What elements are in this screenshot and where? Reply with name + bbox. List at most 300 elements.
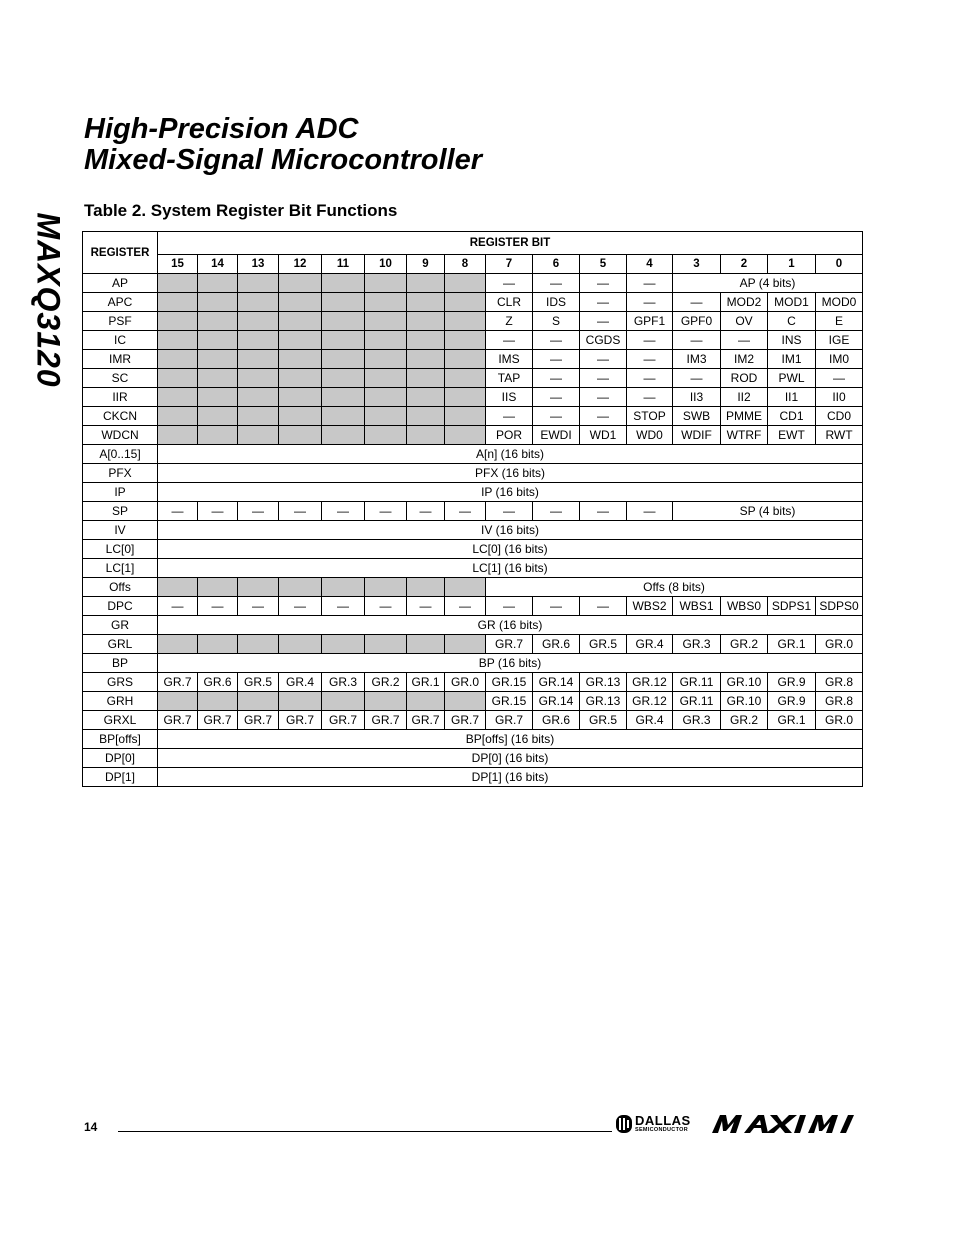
side-title-text: MAXQ3120 bbox=[30, 212, 67, 388]
bit-cell: GR.9 bbox=[768, 692, 816, 711]
unused-bit-cell bbox=[365, 426, 407, 445]
bit-cell: RWT bbox=[816, 426, 863, 445]
unused-bit-cell bbox=[407, 350, 445, 369]
unused-bit-cell bbox=[238, 388, 279, 407]
bit-cell: GR.14 bbox=[533, 692, 580, 711]
bit-cell: GR.1 bbox=[768, 635, 816, 654]
unused-bit-cell bbox=[158, 692, 198, 711]
bit-cell: WD1 bbox=[580, 426, 627, 445]
bit-cell: IM1 bbox=[768, 350, 816, 369]
bit-cell: GR.15 bbox=[486, 692, 533, 711]
unused-bit-cell bbox=[198, 692, 238, 711]
bit-cell: GR.14 bbox=[533, 673, 580, 692]
unused-bit-cell bbox=[407, 407, 445, 426]
bit-cell: II3 bbox=[673, 388, 721, 407]
bit-cell: MOD2 bbox=[721, 293, 768, 312]
bit-header-13: 13 bbox=[238, 255, 279, 274]
bit-cell: CD0 bbox=[816, 407, 863, 426]
side-title bbox=[28, 200, 68, 400]
bit-cell: GR.15 bbox=[486, 673, 533, 692]
bit-cell: — bbox=[486, 331, 533, 350]
register-name-cell: GRS bbox=[83, 673, 158, 692]
register-name-cell: IC bbox=[83, 331, 158, 350]
unused-bit-cell bbox=[407, 293, 445, 312]
table-row bbox=[83, 521, 863, 540]
table-row bbox=[83, 293, 863, 312]
bit-cell: GR.4 bbox=[627, 711, 673, 730]
bit-cell: — bbox=[322, 597, 365, 616]
bit-cell: GR.7 bbox=[445, 711, 486, 730]
bit-field-cell: GR (16 bits) bbox=[158, 616, 863, 635]
unused-bit-cell bbox=[158, 407, 198, 426]
register-name-cell: Offs bbox=[83, 578, 158, 597]
table-row bbox=[83, 502, 863, 521]
unused-bit-cell bbox=[407, 312, 445, 331]
table-body bbox=[83, 274, 863, 787]
table-title: Table 2. System Register Bit Functions bbox=[84, 201, 398, 220]
bit-cell: — bbox=[580, 350, 627, 369]
bit-cell: GR.11 bbox=[673, 692, 721, 711]
table-row bbox=[83, 635, 863, 654]
bit-cell: — bbox=[580, 293, 627, 312]
unused-bit-cell bbox=[407, 578, 445, 597]
bit-cell: II0 bbox=[816, 388, 863, 407]
bit-header-10: 10 bbox=[365, 255, 407, 274]
register-name-cell: BP bbox=[83, 654, 158, 673]
bit-cell: GR.4 bbox=[279, 673, 322, 692]
unused-bit-cell bbox=[322, 350, 365, 369]
register-name-cell: LC[0] bbox=[83, 540, 158, 559]
bit-cell: — bbox=[445, 502, 486, 521]
bit-cell: GR.7 bbox=[158, 711, 198, 730]
unused-bit-cell bbox=[198, 407, 238, 426]
bit-field-cell: IP (16 bits) bbox=[158, 483, 863, 502]
bit-cell: — bbox=[407, 597, 445, 616]
unused-bit-cell bbox=[198, 578, 238, 597]
bit-cell: C bbox=[768, 312, 816, 331]
bit-cell: GR.0 bbox=[816, 711, 863, 730]
bit-cell: GR.7 bbox=[198, 711, 238, 730]
maxim-wordmark-icon bbox=[708, 1113, 860, 1135]
bit-cell: ROD bbox=[721, 369, 768, 388]
bit-cell: GR.2 bbox=[721, 635, 768, 654]
bit-cell: SDPS0 bbox=[816, 597, 863, 616]
bit-cell: GR.12 bbox=[627, 692, 673, 711]
bit-cell: GR.8 bbox=[816, 692, 863, 711]
table-row bbox=[83, 331, 863, 350]
bit-cell: GPF1 bbox=[627, 312, 673, 331]
unused-bit-cell bbox=[279, 692, 322, 711]
register-name-cell: SC bbox=[83, 369, 158, 388]
bit-cell: GR.7 bbox=[322, 711, 365, 730]
bit-cell: IM3 bbox=[673, 350, 721, 369]
unused-bit-cell bbox=[279, 369, 322, 388]
bit-cell: — bbox=[673, 331, 721, 350]
bit-cell: — bbox=[627, 274, 673, 293]
bit-cell: GR.8 bbox=[816, 673, 863, 692]
unused-bit-cell bbox=[322, 578, 365, 597]
bit-field-cell: SP (4 bits) bbox=[673, 502, 863, 521]
unused-bit-cell bbox=[322, 293, 365, 312]
bit-cell: — bbox=[580, 312, 627, 331]
unused-bit-cell bbox=[238, 692, 279, 711]
unused-bit-cell bbox=[322, 407, 365, 426]
unused-bit-cell bbox=[445, 369, 486, 388]
unused-bit-cell bbox=[198, 388, 238, 407]
table-row bbox=[83, 388, 863, 407]
bit-cell: GR.3 bbox=[322, 673, 365, 692]
bit-cell: STOP bbox=[627, 407, 673, 426]
unused-bit-cell bbox=[322, 274, 365, 293]
bit-field-cell: DP[0] (16 bits) bbox=[158, 749, 863, 768]
bit-cell: — bbox=[533, 407, 580, 426]
table-row bbox=[83, 673, 863, 692]
bit-cell: — bbox=[365, 597, 407, 616]
unused-bit-cell bbox=[445, 578, 486, 597]
bit-cell: — bbox=[198, 597, 238, 616]
unused-bit-cell bbox=[198, 350, 238, 369]
bit-cell: E bbox=[816, 312, 863, 331]
table-row bbox=[83, 464, 863, 483]
unused-bit-cell bbox=[158, 578, 198, 597]
unused-bit-cell bbox=[238, 426, 279, 445]
unused-bit-cell bbox=[238, 578, 279, 597]
bit-header-5: 5 bbox=[580, 255, 627, 274]
bit-cell: GR.0 bbox=[816, 635, 863, 654]
bit-cell: GR.9 bbox=[768, 673, 816, 692]
bit-cell: GR.13 bbox=[580, 673, 627, 692]
unused-bit-cell bbox=[445, 407, 486, 426]
unused-bit-cell bbox=[198, 331, 238, 350]
register-name-cell: WDCN bbox=[83, 426, 158, 445]
unused-bit-cell bbox=[238, 635, 279, 654]
bit-cell: WBS1 bbox=[673, 597, 721, 616]
bit-cell: IIS bbox=[486, 388, 533, 407]
unused-bit-cell bbox=[238, 331, 279, 350]
bit-cell: IGE bbox=[816, 331, 863, 350]
table-row bbox=[83, 312, 863, 331]
bit-cell: GR.7 bbox=[365, 711, 407, 730]
bit-field-cell: LC[0] (16 bits) bbox=[158, 540, 863, 559]
unused-bit-cell bbox=[322, 388, 365, 407]
unused-bit-cell bbox=[322, 331, 365, 350]
register-name-cell: BP[offs] bbox=[83, 730, 158, 749]
unused-bit-cell bbox=[279, 331, 322, 350]
unused-bit-cell bbox=[322, 312, 365, 331]
table-row bbox=[83, 540, 863, 559]
table-row bbox=[83, 616, 863, 635]
table-header bbox=[83, 232, 863, 274]
bit-cell: GR.11 bbox=[673, 673, 721, 692]
bit-cell: GR.6 bbox=[533, 635, 580, 654]
bit-cell: GR.1 bbox=[768, 711, 816, 730]
register-name-cell: PSF bbox=[83, 312, 158, 331]
unused-bit-cell bbox=[198, 426, 238, 445]
bit-cell: MOD0 bbox=[816, 293, 863, 312]
unused-bit-cell bbox=[365, 388, 407, 407]
unused-bit-cell bbox=[445, 350, 486, 369]
register-name-cell: SP bbox=[83, 502, 158, 521]
system-register-table bbox=[82, 231, 863, 787]
bit-cell: GR.7 bbox=[486, 635, 533, 654]
bit-field-cell: DP[1] (16 bits) bbox=[158, 768, 863, 787]
bit-cell: GR.3 bbox=[673, 635, 721, 654]
unused-bit-cell bbox=[365, 369, 407, 388]
bit-cell: — bbox=[580, 274, 627, 293]
bit-cell: Z bbox=[486, 312, 533, 331]
bit-cell: GR.7 bbox=[486, 711, 533, 730]
unused-bit-cell bbox=[158, 635, 198, 654]
bit-cell: — bbox=[627, 388, 673, 407]
bit-cell: GR.7 bbox=[238, 711, 279, 730]
table-row bbox=[83, 730, 863, 749]
unused-bit-cell bbox=[158, 312, 198, 331]
unused-bit-cell bbox=[445, 293, 486, 312]
bit-cell: — bbox=[627, 502, 673, 521]
bit-header-1: 1 bbox=[768, 255, 816, 274]
unused-bit-cell bbox=[198, 369, 238, 388]
bit-header-2: 2 bbox=[721, 255, 768, 274]
table-row bbox=[83, 274, 863, 293]
register-name-cell: IMR bbox=[83, 350, 158, 369]
unused-bit-cell bbox=[198, 312, 238, 331]
table-row bbox=[83, 445, 863, 464]
register-name-cell: IIR bbox=[83, 388, 158, 407]
bit-field-cell: A[n] (16 bits) bbox=[158, 445, 863, 464]
bit-header-11: 11 bbox=[322, 255, 365, 274]
bit-cell: GR.4 bbox=[627, 635, 673, 654]
bit-cell: — bbox=[580, 597, 627, 616]
bit-header-8: 8 bbox=[445, 255, 486, 274]
document-title bbox=[84, 114, 482, 176]
unused-bit-cell bbox=[365, 274, 407, 293]
unused-bit-cell bbox=[238, 407, 279, 426]
table-row bbox=[83, 426, 863, 445]
bit-header-4: 4 bbox=[627, 255, 673, 274]
register-column-header: REGISTER bbox=[83, 232, 158, 274]
bit-cell: PMME bbox=[721, 407, 768, 426]
bit-cell: IMS bbox=[486, 350, 533, 369]
page-number: 14 bbox=[84, 1120, 98, 1134]
unused-bit-cell bbox=[322, 426, 365, 445]
unused-bit-cell bbox=[158, 388, 198, 407]
table-row bbox=[83, 578, 863, 597]
dallas-semiconductor-logo bbox=[616, 1113, 708, 1137]
unused-bit-cell bbox=[198, 293, 238, 312]
unused-bit-cell bbox=[238, 293, 279, 312]
bit-cell: MOD1 bbox=[768, 293, 816, 312]
register-name-cell: DPC bbox=[83, 597, 158, 616]
register-name-cell: CKCN bbox=[83, 407, 158, 426]
register-name-cell: IP bbox=[83, 483, 158, 502]
bit-cell: — bbox=[322, 502, 365, 521]
bit-cell: GR.0 bbox=[445, 673, 486, 692]
bit-cell: — bbox=[238, 597, 279, 616]
table-row bbox=[83, 350, 863, 369]
unused-bit-cell bbox=[407, 692, 445, 711]
register-name-cell: GRH bbox=[83, 692, 158, 711]
register-name-cell: GR bbox=[83, 616, 158, 635]
footer-rule bbox=[118, 1131, 612, 1132]
bit-field-cell: Offs (8 bits) bbox=[486, 578, 863, 597]
bit-cell: — bbox=[580, 388, 627, 407]
bit-field-cell: LC[1] (16 bits) bbox=[158, 559, 863, 578]
bit-cell: EWDI bbox=[533, 426, 580, 445]
unused-bit-cell bbox=[365, 635, 407, 654]
unused-bit-cell bbox=[279, 274, 322, 293]
unused-bit-cell bbox=[365, 692, 407, 711]
bit-cell: — bbox=[673, 369, 721, 388]
register-bit-header: REGISTER BIT bbox=[158, 232, 863, 255]
bit-cell: — bbox=[816, 369, 863, 388]
unused-bit-cell bbox=[238, 350, 279, 369]
bit-cell: GR.1 bbox=[407, 673, 445, 692]
bit-header-14: 14 bbox=[198, 255, 238, 274]
bit-cell: CD1 bbox=[768, 407, 816, 426]
unused-bit-cell bbox=[445, 635, 486, 654]
unused-bit-cell bbox=[279, 578, 322, 597]
bit-cell: WD0 bbox=[627, 426, 673, 445]
bit-field-cell: AP (4 bits) bbox=[673, 274, 863, 293]
bit-cell: CGDS bbox=[580, 331, 627, 350]
bit-cell: — bbox=[533, 350, 580, 369]
unused-bit-cell bbox=[445, 274, 486, 293]
bit-cell: — bbox=[627, 350, 673, 369]
bit-cell: PWL bbox=[768, 369, 816, 388]
dallas-submark: SEMICONDUCTOR bbox=[635, 1127, 688, 1133]
header-row-2 bbox=[83, 255, 863, 274]
bit-cell: EWT bbox=[768, 426, 816, 445]
bit-cell: WBS0 bbox=[721, 597, 768, 616]
unused-bit-cell bbox=[279, 293, 322, 312]
unused-bit-cell bbox=[158, 369, 198, 388]
unused-bit-cell bbox=[279, 635, 322, 654]
register-name-cell: PFX bbox=[83, 464, 158, 483]
unused-bit-cell bbox=[158, 426, 198, 445]
bit-cell: — bbox=[533, 369, 580, 388]
unused-bit-cell bbox=[365, 331, 407, 350]
unused-bit-cell bbox=[279, 407, 322, 426]
bit-cell: GR.7 bbox=[279, 711, 322, 730]
unused-bit-cell bbox=[407, 331, 445, 350]
header-row-1 bbox=[83, 232, 863, 255]
unused-bit-cell bbox=[279, 426, 322, 445]
bit-cell: CLR bbox=[486, 293, 533, 312]
unused-bit-cell bbox=[158, 293, 198, 312]
bit-cell: — bbox=[445, 597, 486, 616]
bit-cell: — bbox=[533, 331, 580, 350]
bit-cell: S bbox=[533, 312, 580, 331]
document-title-line-2: Mixed-Signal Microcontroller bbox=[84, 144, 482, 176]
dallas-wordmark: DALLAS bbox=[635, 1113, 691, 1128]
register-name-cell: A[0..15] bbox=[83, 445, 158, 464]
unused-bit-cell bbox=[445, 331, 486, 350]
table-row bbox=[83, 483, 863, 502]
bit-header-0: 0 bbox=[816, 255, 863, 274]
bit-cell: — bbox=[627, 293, 673, 312]
bit-cell: — bbox=[158, 502, 198, 521]
bit-cell: GR.3 bbox=[673, 711, 721, 730]
unused-bit-cell bbox=[158, 350, 198, 369]
table-row bbox=[83, 711, 863, 730]
bit-cell: GR.13 bbox=[580, 692, 627, 711]
bit-cell: GR.2 bbox=[365, 673, 407, 692]
bit-cell: — bbox=[486, 597, 533, 616]
unused-bit-cell bbox=[365, 293, 407, 312]
bit-cell: — bbox=[533, 597, 580, 616]
table-row bbox=[83, 749, 863, 768]
register-name-cell: GRL bbox=[83, 635, 158, 654]
bit-cell: — bbox=[580, 407, 627, 426]
bit-cell: GR.6 bbox=[198, 673, 238, 692]
register-name-cell: AP bbox=[83, 274, 158, 293]
bit-cell: — bbox=[627, 369, 673, 388]
register-name-cell: GRXL bbox=[83, 711, 158, 730]
bit-cell: SDPS1 bbox=[768, 597, 816, 616]
unused-bit-cell bbox=[322, 692, 365, 711]
dallas-mark-icon bbox=[616, 1115, 632, 1133]
bit-cell: IM0 bbox=[816, 350, 863, 369]
unused-bit-cell bbox=[279, 312, 322, 331]
bit-cell: — bbox=[365, 502, 407, 521]
table-row bbox=[83, 369, 863, 388]
bit-cell: GR.5 bbox=[238, 673, 279, 692]
bit-cell: GR.6 bbox=[533, 711, 580, 730]
bit-cell: — bbox=[486, 502, 533, 521]
bit-cell: WTRF bbox=[721, 426, 768, 445]
bit-cell: POR bbox=[486, 426, 533, 445]
bit-field-cell: BP[offs] (16 bits) bbox=[158, 730, 863, 749]
unused-bit-cell bbox=[238, 312, 279, 331]
bit-cell: II1 bbox=[768, 388, 816, 407]
bit-cell: GR.5 bbox=[580, 635, 627, 654]
bit-header-12: 12 bbox=[279, 255, 322, 274]
table-row bbox=[83, 597, 863, 616]
unused-bit-cell bbox=[445, 388, 486, 407]
unused-bit-cell bbox=[407, 635, 445, 654]
unused-bit-cell bbox=[445, 692, 486, 711]
document-title-line-1: High-Precision ADC bbox=[84, 113, 359, 145]
unused-bit-cell bbox=[407, 426, 445, 445]
table-row bbox=[83, 768, 863, 787]
bit-cell: — bbox=[279, 597, 322, 616]
bit-header-9: 9 bbox=[407, 255, 445, 274]
unused-bit-cell bbox=[279, 350, 322, 369]
bit-cell: — bbox=[533, 388, 580, 407]
table-row bbox=[83, 654, 863, 673]
register-name-cell: DP[1] bbox=[83, 768, 158, 787]
unused-bit-cell bbox=[322, 369, 365, 388]
bit-header-7: 7 bbox=[486, 255, 533, 274]
unused-bit-cell bbox=[407, 274, 445, 293]
bit-cell: — bbox=[580, 502, 627, 521]
unused-bit-cell bbox=[322, 635, 365, 654]
bit-cell: GPF0 bbox=[673, 312, 721, 331]
unused-bit-cell bbox=[198, 635, 238, 654]
bit-header-3: 3 bbox=[673, 255, 721, 274]
bit-cell: GR.5 bbox=[580, 711, 627, 730]
unused-bit-cell bbox=[407, 369, 445, 388]
register-name-cell: LC[1] bbox=[83, 559, 158, 578]
bit-field-cell: PFX (16 bits) bbox=[158, 464, 863, 483]
bit-cell: — bbox=[721, 331, 768, 350]
unused-bit-cell bbox=[365, 350, 407, 369]
bit-cell: TAP bbox=[486, 369, 533, 388]
bit-cell: OV bbox=[721, 312, 768, 331]
bit-cell: GR.12 bbox=[627, 673, 673, 692]
bit-cell: — bbox=[627, 331, 673, 350]
unused-bit-cell bbox=[445, 426, 486, 445]
